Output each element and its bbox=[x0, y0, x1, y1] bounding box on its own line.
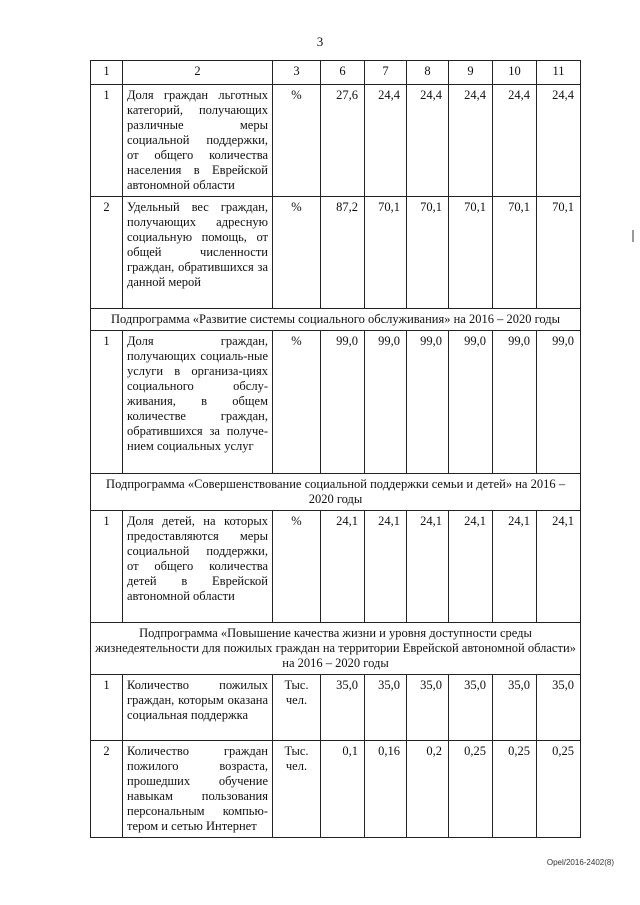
value-cell: 0,2 bbox=[407, 741, 449, 838]
row-number: 1 bbox=[91, 675, 123, 741]
value-cell: 99,0 bbox=[407, 331, 449, 474]
value-cell: 24,4 bbox=[537, 85, 581, 197]
value-cell: 35,0 bbox=[407, 675, 449, 741]
row-number: 1 bbox=[91, 85, 123, 197]
header-cell: 10 bbox=[493, 61, 537, 85]
value-cell: 70,1 bbox=[537, 197, 581, 309]
value-cell: 99,0 bbox=[493, 331, 537, 474]
subprogram-title: Подпрограмма «Повышение качества жизни и уровня доступности среды жизнедеятельности для пожилых граждан на территории Еврейской автономной области» на 2016 – 2020 годы bbox=[91, 623, 581, 675]
value-cell: 24,4 bbox=[407, 85, 449, 197]
indicator-description: Доля детей, на которых предоставляются меры социальной поддержки, от общего количества детей в Еврейской автономной области bbox=[123, 511, 273, 623]
unit-cell: Тыс. чел. bbox=[273, 741, 321, 838]
header-cell: 9 bbox=[449, 61, 493, 85]
value-cell: 99,0 bbox=[449, 331, 493, 474]
value-cell: 35,0 bbox=[321, 675, 365, 741]
value-cell: 70,1 bbox=[365, 197, 407, 309]
value-cell: 35,0 bbox=[365, 675, 407, 741]
table-row bbox=[91, 197, 581, 309]
margin-mark bbox=[632, 230, 634, 242]
value-cell: 24,1 bbox=[493, 511, 537, 623]
value-cell: 24,1 bbox=[365, 511, 407, 623]
value-cell: 70,1 bbox=[407, 197, 449, 309]
page-number: 3 bbox=[316, 34, 324, 49]
row-number: 1 bbox=[91, 331, 123, 474]
subprogram-title: Подпрограмма «Развитие системы социального обслуживания» на 2016 – 2020 годы bbox=[91, 309, 581, 331]
indicator-description: Количество граждан пожилого возраста, прошедших обучение навыкам пользования персональным компью-тером и сетью Интернет bbox=[123, 741, 273, 838]
value-cell: 0,1 bbox=[321, 741, 365, 838]
row-number: 2 bbox=[91, 197, 123, 309]
value-cell: 35,0 bbox=[449, 675, 493, 741]
value-cell: 0,25 bbox=[449, 741, 493, 838]
header-cell: 6 bbox=[321, 61, 365, 85]
unit-cell: % bbox=[273, 331, 321, 474]
value-cell: 27,6 bbox=[321, 85, 365, 197]
unit-cell: % bbox=[273, 85, 321, 197]
value-cell: 24,1 bbox=[407, 511, 449, 623]
indicator-description: Количество пожилых граждан, которым оказана социальная поддержка bbox=[123, 675, 273, 741]
value-cell: 24,4 bbox=[449, 85, 493, 197]
value-cell: 99,0 bbox=[365, 331, 407, 474]
value-cell: 0,25 bbox=[537, 741, 581, 838]
header-cell: 7 bbox=[365, 61, 407, 85]
unit-cell: % bbox=[273, 511, 321, 623]
header-cell: 2 bbox=[123, 61, 273, 85]
unit-cell: Тыс. чел. bbox=[273, 675, 321, 741]
value-cell: 24,4 bbox=[365, 85, 407, 197]
indicator-description: Удельный вес граждан, получающих адресную социальную помощь, от общей численности граждан, обратившихся за данной мерой bbox=[123, 197, 273, 309]
indicators-table bbox=[90, 60, 581, 838]
footer-code: Opel/2016-2402(8) bbox=[546, 858, 614, 867]
subprogram-row bbox=[91, 309, 581, 331]
unit-cell: % bbox=[273, 197, 321, 309]
row-number: 1 bbox=[91, 511, 123, 623]
subprogram-row bbox=[91, 474, 581, 511]
value-cell: 87,2 bbox=[321, 197, 365, 309]
value-cell: 24,1 bbox=[321, 511, 365, 623]
table-row bbox=[91, 675, 581, 741]
row-number: 2 bbox=[91, 741, 123, 838]
value-cell: 0,16 bbox=[365, 741, 407, 838]
value-cell: 24,1 bbox=[449, 511, 493, 623]
value-cell: 70,1 bbox=[449, 197, 493, 309]
table-row bbox=[91, 331, 581, 474]
indicator-description: Доля граждан, получающих социаль-ные услуги в организа-циях социального обслу-живания, в общем количестве граждан, обратившихся за получе-нием социальных услуг bbox=[123, 331, 273, 474]
value-cell: 35,0 bbox=[493, 675, 537, 741]
value-cell: 99,0 bbox=[537, 331, 581, 474]
header-cell: 3 bbox=[273, 61, 321, 85]
header-row bbox=[91, 61, 581, 85]
header-cell: 11 bbox=[537, 61, 581, 85]
value-cell: 99,0 bbox=[321, 331, 365, 474]
value-cell: 35,0 bbox=[537, 675, 581, 741]
subprogram-row bbox=[91, 623, 581, 675]
table-row bbox=[91, 511, 581, 623]
header-cell: 1 bbox=[91, 61, 123, 85]
value-cell: 24,1 bbox=[537, 511, 581, 623]
indicator-description: Доля граждан льготных категорий, получающих различные меры социальной поддержки, от общего количества населения в Еврейской автономной области bbox=[123, 85, 273, 197]
value-cell: 70,1 bbox=[493, 197, 537, 309]
value-cell: 0,25 bbox=[493, 741, 537, 838]
header-cell: 8 bbox=[407, 61, 449, 85]
table-row bbox=[91, 85, 581, 197]
table-row bbox=[91, 741, 581, 838]
subprogram-title: Подпрограмма «Совершенствование социальной поддержки семьи и детей» на 2016 – 2020 годы bbox=[91, 474, 581, 511]
value-cell: 24,4 bbox=[493, 85, 537, 197]
table-body bbox=[91, 61, 581, 838]
